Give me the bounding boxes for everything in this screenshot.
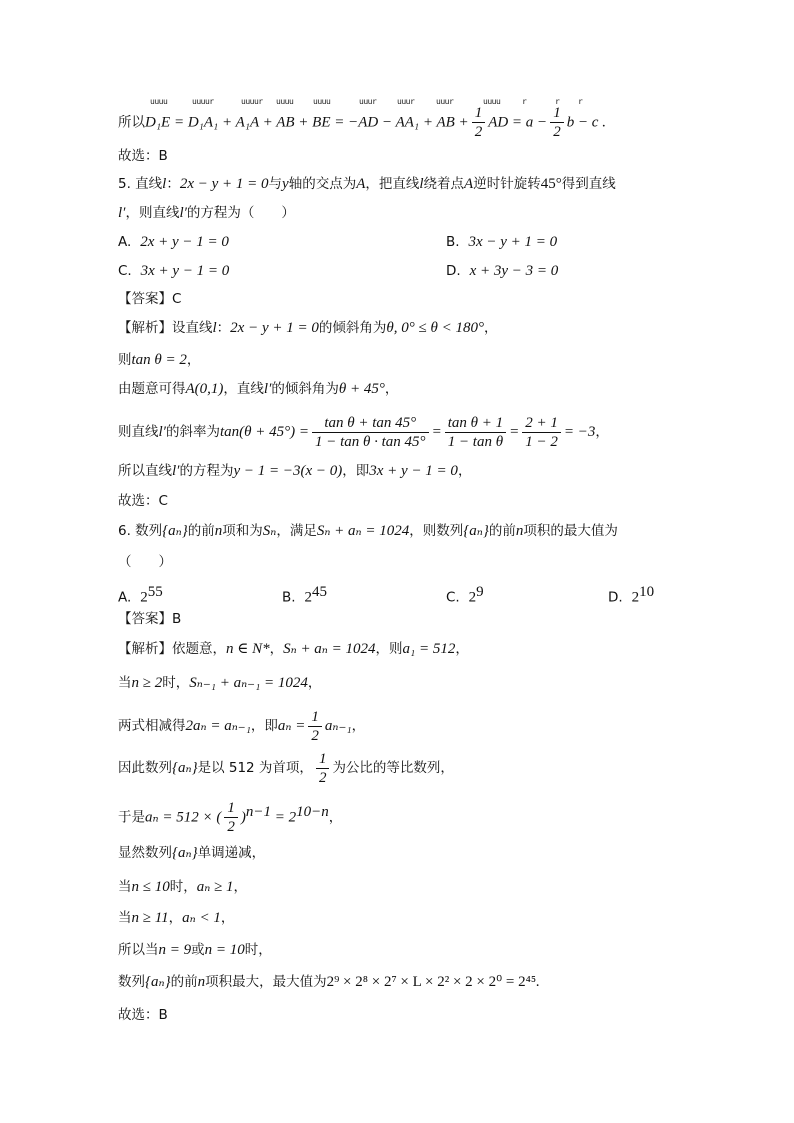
vector-arrow-glyph: uuuur bbox=[192, 97, 214, 106]
q6-analysis-9: 所以当n = 9或n = 10时， bbox=[118, 942, 272, 958]
q5-analysis-3: 由题意可得A(0,1)，直线l′的倾斜角为θ + 45°， bbox=[118, 381, 399, 397]
question-6-stem: 6. 数列{aₙ}的前n项和为Sₙ，满足Sₙ + aₙ = 1024，则数列{aₙ}的前n项积的最大值为 bbox=[118, 523, 618, 539]
q5-end: 故选：C bbox=[118, 493, 168, 509]
q6-option-b: B. $2^{45}$ bbox=[282, 584, 327, 606]
q5-answer: 【答案】C bbox=[118, 291, 182, 307]
vector-arrow-glyph: r bbox=[578, 97, 583, 106]
vector-arrow-glyph: uuuu bbox=[276, 97, 294, 106]
vector-arrow-glyph: r bbox=[522, 97, 527, 106]
q5-analysis-5: 所以直线l′的方程为y − 1 = −3(x − 0)，即3x + y − 1 = 0， bbox=[118, 463, 472, 479]
q6-option-d: D. $2^{10}$ bbox=[608, 584, 655, 606]
q5-option-c: C. 3x + y − 1 = 0 bbox=[118, 263, 230, 279]
q5-analysis-2: 则tan θ = 2， bbox=[118, 352, 201, 368]
q6-analysis-10: 数列{aₙ}的前n项积最大，最大值为2⁹ × 2⁸ × 2⁷ × L × 2² × 2 × 2⁰ = 2⁴⁵. bbox=[118, 974, 540, 990]
vector-arrow-glyph: uuur bbox=[359, 97, 377, 106]
q6-analysis-3: 两式相减得2aₙ = aₙ₋₁，即aₙ = $\frac{1}{2}$ aₙ₋₁， bbox=[118, 708, 366, 744]
q5-option-b: B. 3x − y + 1 = 0 bbox=[446, 234, 558, 250]
q6-analysis-7: 当n ≤ 10时，aₙ ≥ 1， bbox=[118, 879, 248, 895]
q6-answer: 【答案】B bbox=[118, 611, 182, 627]
vector-arrow-glyph: uuuu bbox=[150, 97, 168, 106]
q5-option-a: A. 2x + y − 1 = 0 bbox=[118, 234, 229, 250]
q6-analysis-2: 当n ≥ 2时，Sₙ₋₁ + aₙ₋₁ = 1024， bbox=[118, 675, 322, 691]
vector-arrow-glyph: uuuu bbox=[483, 97, 501, 106]
vector-arrow-glyph: r bbox=[555, 97, 560, 106]
answer-choice-line: 故选：B bbox=[118, 148, 168, 164]
q6-analysis-1: 【解析】依题意，n ∈ N*，Sₙ + aₙ = 1024，则a₁ = 512， bbox=[118, 641, 469, 657]
vector-arrow-glyph: uuur bbox=[397, 97, 415, 106]
q5-analysis-1: 【解析】设直线l：2x − y + 1 = 0的倾斜角为θ, 0° ≤ θ < 180°， bbox=[118, 320, 498, 336]
vector-arrow-glyph: uuur bbox=[436, 97, 454, 106]
question-6-stem-cont: （ ） bbox=[118, 554, 172, 570]
q5-option-d: D. x + 3y − 3 = 0 bbox=[446, 263, 559, 279]
question-5-stem: 5. 直线l：2x − y + 1 = 0与y轴的交点为A，把直线l绕着点A逆时针旋转45°得到直线 bbox=[118, 176, 616, 192]
vector-arrow-glyph: uuuu bbox=[313, 97, 331, 106]
q6-analysis-4: 因此数列{aₙ}是以 512 为首项， $\frac{1}{2}$ 为公比的等比数列， bbox=[118, 750, 454, 786]
q6-analysis-6: 显然数列{aₙ}单调递减， bbox=[118, 845, 266, 861]
q6-end: 故选：B bbox=[118, 1007, 168, 1023]
vector-conclusion-line: 所以D₁E = D₁A₁ + A₁A + AB + BE = −AD − AA₁ + AB + $\frac{1}{2}$ AD = a − $\frac{1}{2}$ b − c . bbox=[118, 105, 606, 140]
q6-analysis-5: 于是aₙ = 512 × ( $\frac{1}{2}$ )$^{n-1} = 2^{10-n}$， bbox=[118, 800, 343, 836]
question-5-stem-cont: l′，则直线l′的方程为（ ） bbox=[118, 205, 295, 221]
q6-option-a: A. $2^{55}$ bbox=[118, 584, 163, 606]
q6-analysis-8: 当n ≥ 11，aₙ < 1， bbox=[118, 910, 235, 926]
q5-analysis-4: 则直线l′的斜率为tan(θ + 45°) = $\frac{\text{tan θ + tan 45°}}{\text{1 − tan θ · tan 45°}}$ = $\frac{\text{tan θ + 1}}{\text{1 − tan θ}}$ = $\frac{2 + 1}{1 - 2}$ = −3， bbox=[118, 414, 609, 450]
q6-option-c: C. $2^9$ bbox=[446, 584, 484, 606]
vector-arrow-glyph: uuuur bbox=[241, 97, 263, 106]
